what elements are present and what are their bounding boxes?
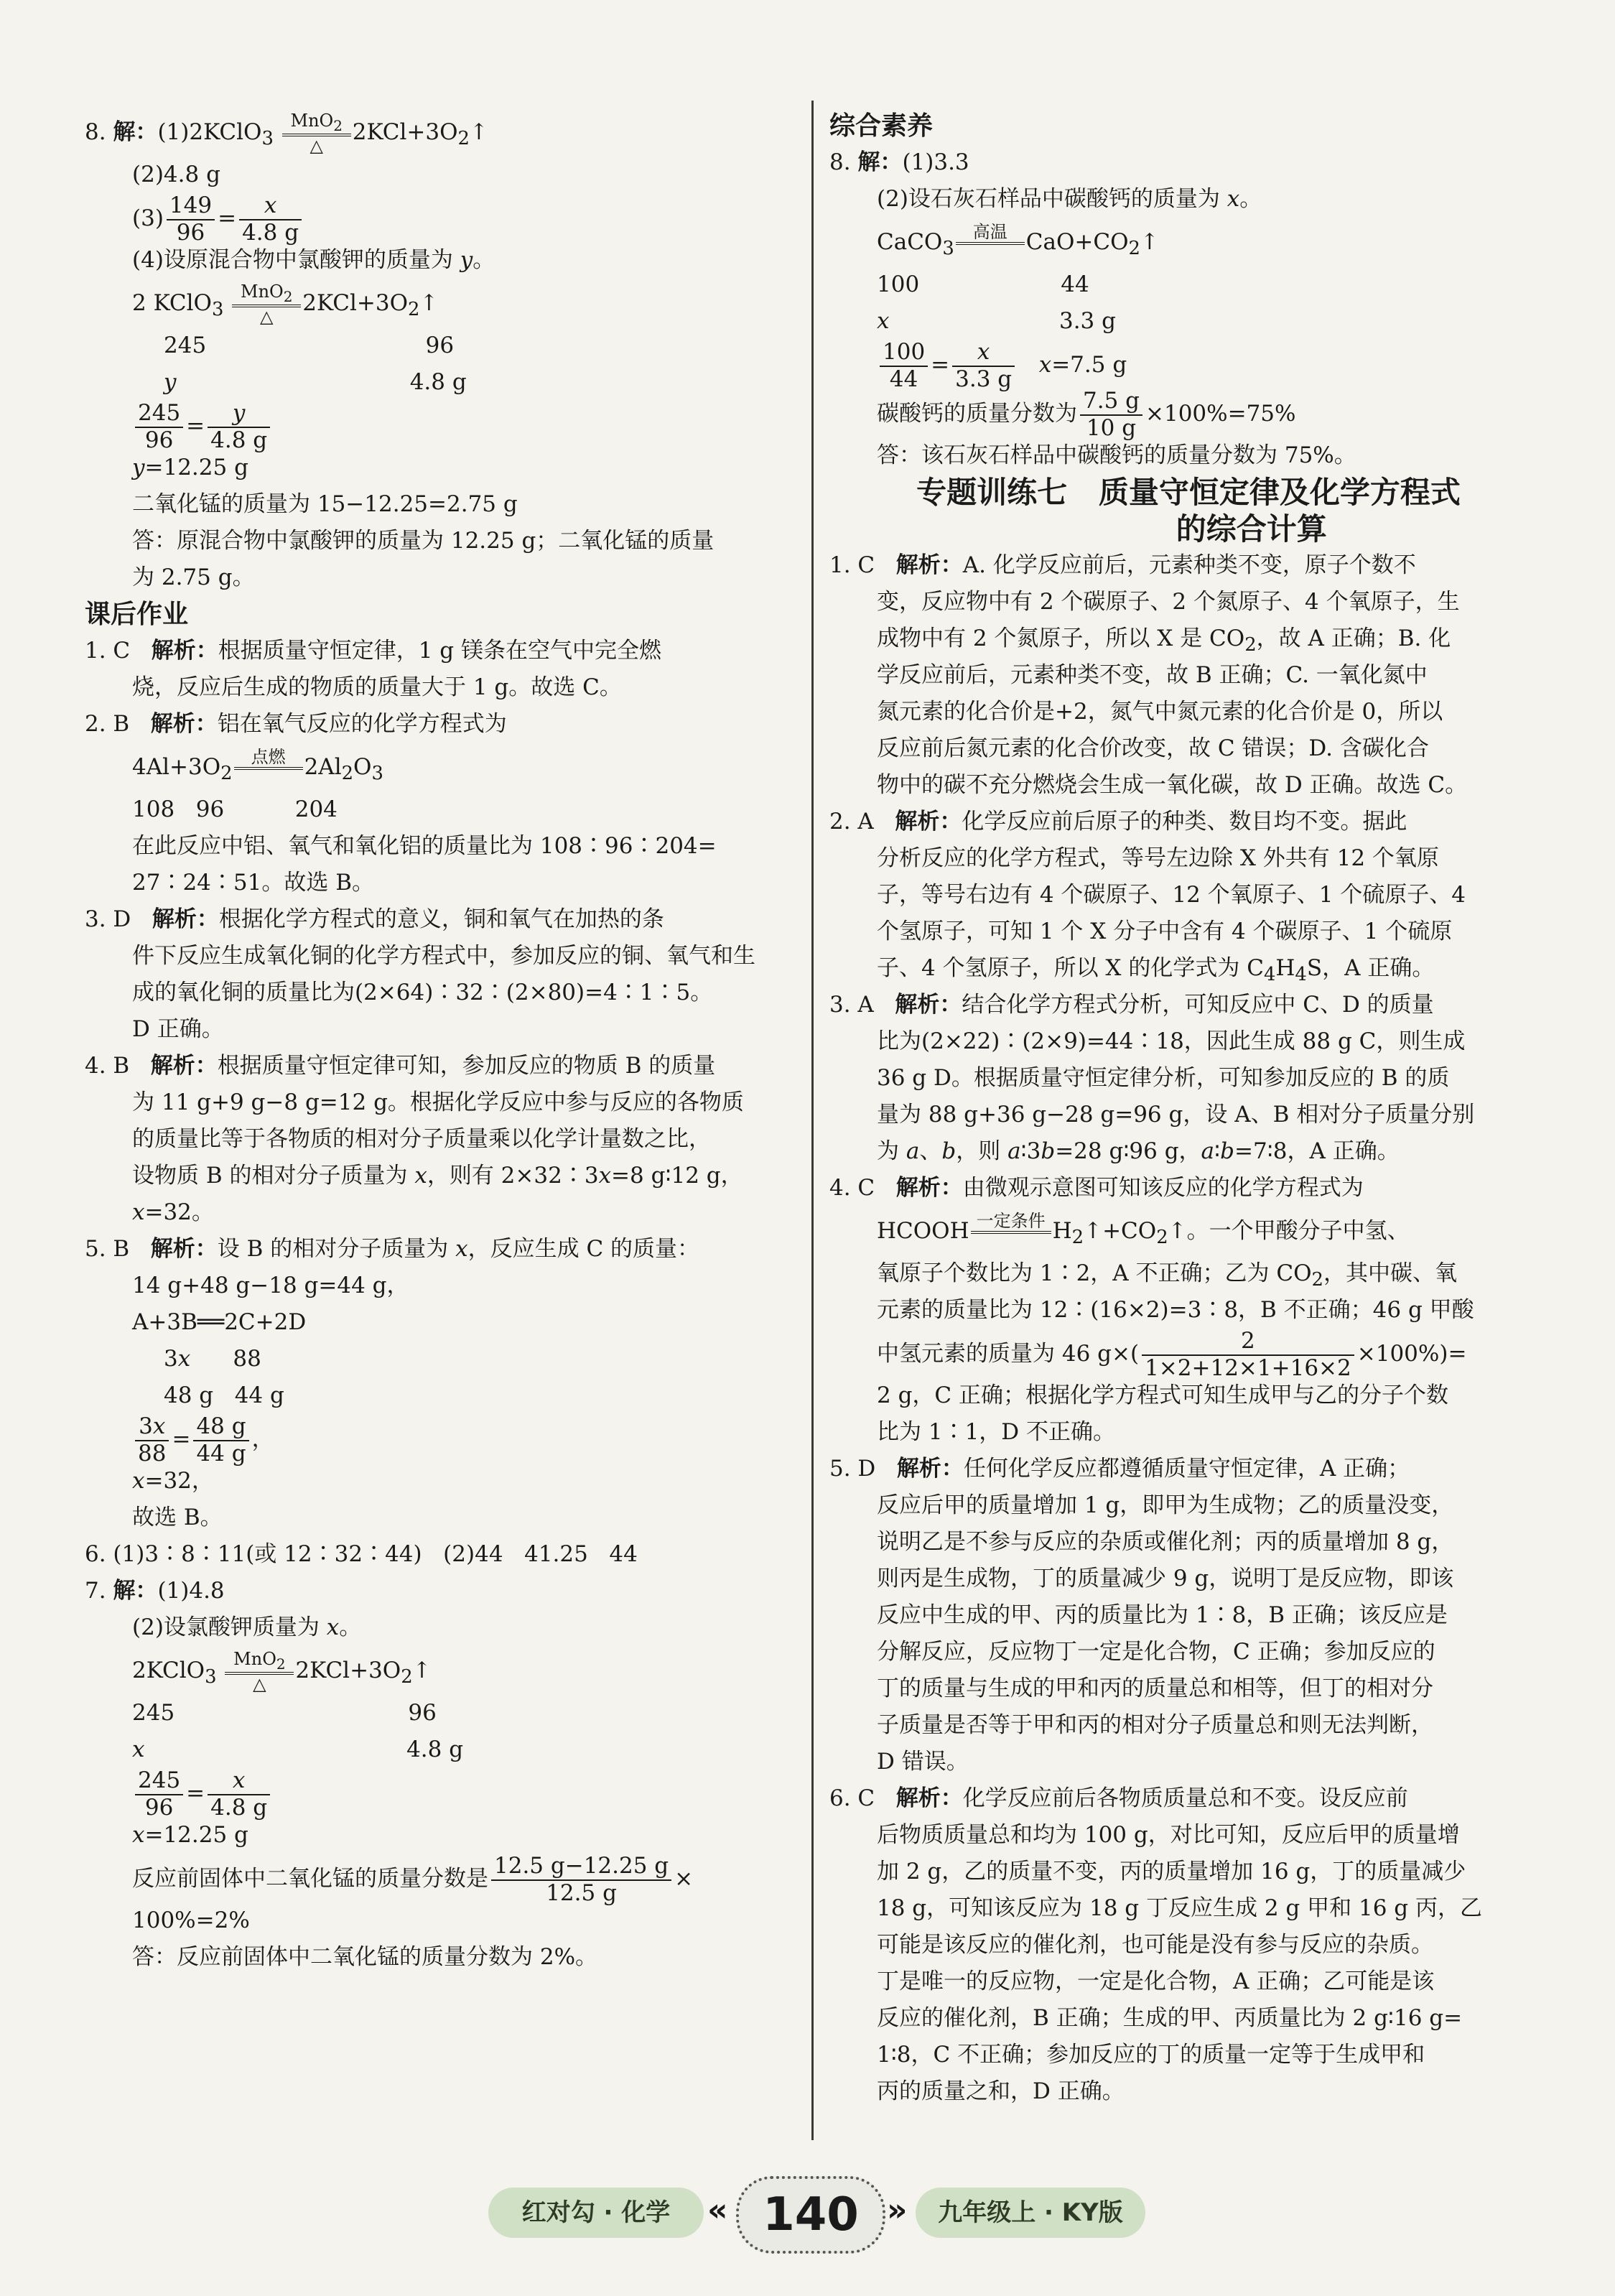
left-line: 反应前固体中二氧化锰的质量分数是 $\frac{12.5 g-12.25 g}{12.5 g}$ × [132,1853,694,1906]
right-line: 4. C 解析：由微观示意图可知该反应的化学方程式为 [829,1175,1364,1201]
left-line: 3x 88 [164,1346,261,1372]
left-line: 48 g 44 g [164,1382,284,1408]
right-line: 子质量是否等于甲和丙的相对分子质量总和则无法判断， [877,1712,1433,1738]
right-line: 物中的碳不充分燃烧会生成一氧化碳，故 D 正确。故选 C。 [877,772,1468,798]
right-line: 1. C 解析：A. 化学反应前后，元素种类不变，原子个数不 [829,552,1416,578]
right-line: 则丙是生成物，丁的质量减少 9 g，说明丁是反应物，即该 [877,1566,1454,1591]
right-line: $\frac{100}{44}$ = $\frac{x}{3.3 g}$ x=7.5 g [829,340,1547,389]
left-line: 2. B 解析：铝在氧气反应的化学方程式为 [85,711,507,737]
right-line: 100 44 [877,271,1089,297]
right-line: 量为 88 g+36 g−28 g=96 g，设 A、B 相对分子质量分别 [877,1102,1475,1128]
right-line: 2. A 解析：化学反应前后原子的种类、数目均不变。据此 [829,809,1407,835]
left-line: 故选 B。 [132,1505,223,1530]
right-line: 6. C 解析：化学反应前后各物质质量总和不变。设反应前 [829,1785,1408,1811]
right-line: 1∶8，C 不正确；参加反应的丁的质量一定等于生成甲和 [877,2042,1425,2068]
right-line: 子，等号右边有 4 个碳原子、12 个氧原子、1 个硫原子、4 [877,882,1466,908]
right-line: x 3.3 g [877,308,1116,334]
right-line: 中氢元素的质量为 46 g×( $\frac{2}{1\times 2+12\times 1+16\times 2}$ ×100%)= [877,1328,1467,1381]
left-line: 在此反应中铝、氧气和氧化铝的质量比为 108∶96∶204= [132,833,717,859]
left-line: 烧，反应后生成的物质的质量大于 1 g。故选 C。 [132,674,622,700]
left-line: 2KClO$_3$ MnO$_2$ △ $2KCl+3O_2↑$ [132,1648,432,1694]
left-line: 1. C 解析：根据质量守恒定律，1 g 镁条在空气中完全燃 [85,638,661,664]
right-line: 反应中生成的甲、丙的质量比为 1∶8，B 正确；该反应是 [877,1602,1448,1628]
right-line: 丙的质量之和，D 正确。 [877,2078,1125,2104]
right-line: 综合素养 [829,111,934,141]
left-line: $4Al+3O_2$ 点燃 $2Al_2O_3$ [132,747,383,785]
page-footer [0,2176,1615,2255]
left-line: (4)设原混合物中氯酸钾的质量为 y。 [132,247,495,273]
right-line: CaCO$_3$ 高温 $CaO+CO_2↑$ [877,222,1159,260]
right-line: 反应前后氮元素的化合价改变，故 C 错误；D. 含碳化合 [877,735,1429,761]
right-line: 氮元素的化合价是+2，氮气中氮元素的化合价是 0，所以 [877,699,1443,725]
right-line: 成物中有 2 个氮原子，所以 X 是 $CO_2$，故 A 正确；B. 化 [877,626,1451,656]
right-line: 说明乙是不参与反应的杂质或催化剂；丙的质量增加 8 g， [877,1529,1454,1555]
right-line: 18 g，可知该反应为 18 g 丁反应生成 2 g 甲和 16 g 丙，乙 [877,1895,1482,1921]
chevron-right-icon: » [887,2192,908,2228]
right-line: 后物质质量总和均为 100 g，对比可知，反应后甲的质量增 [877,1822,1460,1848]
left-line: 100%=2% [132,1907,250,1933]
left-line: 27∶24∶51。故选 B。 [132,870,374,896]
left-line: 8. 解：(1)2KClO$_3$ MnO$_2$ △ $2KCl+3O_2↑$ [85,110,488,156]
chevron-left-icon: « [707,2192,728,2228]
left-line: 为 11 g+9 g−8 g=12 g。根据化学反应中参与反应的各物质 [132,1089,744,1115]
right-line: 的综合计算 [1050,511,1327,547]
right-line: 8. 解：(1)3.3 [829,149,969,175]
left-line: (2)4.8 g [132,162,220,187]
right-line: 分析反应的化学方程式，等号左边除 X 外共有 12 个氧原 [877,845,1439,871]
left-line: (3) $\frac{149}{96}$ = $\frac{x}{4.8 g}$ [85,193,803,242]
right-line: 碳酸钙的质量分数为 $\frac{7.5 g}{10 g}$ ×100%=75% [877,388,1296,441]
left-line: x=32。 [132,1199,214,1225]
left-column [85,108,803,1976]
left-line: 答：反应前固体中二氧化锰的质量分数为 2%。 [132,1944,598,1970]
left-line: 2 KClO$_3$ MnO$_2$ △ $2KCl+3O_2↑$ [132,281,439,327]
right-line: 2 g，C 正确；根据化学方程式可知生成甲与乙的分子个数 [877,1382,1448,1408]
footer-grade-label: 九年级上 · KY版 [916,2188,1145,2238]
left-line: 设物质 B 的相对分子质量为 x，则有 2×32∶3x=8 g∶12 g， [132,1163,743,1189]
right-line: 反应的催化剂，B 正确；生成的甲、丙质量比为 2 g∶16 g= [877,2005,1463,2031]
left-line: 14 g+48 g−18 g=44 g， [132,1273,409,1298]
right-line: 3. A 解析：结合化学方程式分析，可知反应中 C、D 的质量 [829,992,1434,1018]
right-line: 元素的质量比为 12∶(16×2)=3∶8，B 不正确；46 g 甲酸 [877,1297,1474,1323]
right-line: 比为(2×22)∶(2×9)=44∶18，因此生成 88 g C，则生成 [877,1028,1466,1054]
left-line: 245 96 [164,333,455,358]
right-line: 为 a、b，则 a∶3b=28 g∶96 g，a∶b=7∶8，A 正确。 [877,1138,1400,1164]
left-line: 108 96 204 [132,796,338,822]
right-line: 专题训练七 质量守恒定律及化学方程式 [916,475,1461,510]
left-line: $\frac{245}{96}$ = $\frac{x}{4.8 g}$ [85,1768,803,1817]
right-line: 分解反应，反应物丁一定是化合物，C 正确；参加反应的 [877,1639,1435,1665]
left-line: x 4.8 g [132,1737,464,1762]
column-divider [811,101,814,2140]
right-line: 氧原子个数比为 1∶2，A 不正确；乙为 $CO_2$，其中碳、氧 [877,1260,1457,1291]
right-line: D 错误。 [877,1749,969,1775]
right-line: 可能是该反应的催化剂，也可能是没有参与反应的杂质。 [877,1932,1433,1958]
left-line: 的质量比等于各物质的相对分子质量乘以化学计量数之比， [132,1126,711,1152]
footer-book-label: 红对勾 · 化学 [488,2188,704,2238]
left-line: 件下反应生成氧化铜的化学方程式中，参加反应的铜、氧气和生 [132,943,755,969]
right-line: HCOOH 一定条件 $H_2↑+CO_2↑$。一个甲酸分子中氢、 [877,1211,1410,1249]
left-line: 6. (1)3∶8∶11(或 12∶32∶44) (2)44 41.25 44 [85,1541,638,1567]
left-line: x=12.25 g [132,1822,248,1848]
left-line: 成的氧化铜的质量比为(2×64)∶32∶(2×80)=4∶1∶5。 [132,980,713,1005]
left-line: 答：原混合物中氯酸钾的质量为 12.25 g；二氧化锰的质量 [132,528,715,554]
left-line: $\frac{245}{96}$ = $\frac{y}{4.8 g}$ [85,401,803,450]
left-line: $\frac{3x}{88}$ = $\frac{48 g}{44 g}$ ， [85,1414,803,1463]
left-line: 245 96 [132,1700,437,1726]
left-line: x=32， [132,1468,214,1494]
left-line: 7. 解：(1)4.8 [85,1578,225,1604]
left-line: 课后作业 [85,600,189,629]
left-line: y=12.25 g [132,455,248,480]
right-line: 比为 1∶1，D 不正确。 [877,1419,1116,1445]
left-line: 3. D 解析：根据化学方程式的意义，铜和氧气在加热的条 [85,906,664,932]
right-line: 5. D 解析：任何化学反应都遵循质量守恒定律，A 正确； [829,1456,1410,1482]
left-line: y 4.8 g [164,369,467,395]
right-line: 子、4 个氢原子，所以 X 的化学式为 $C_4H_4S$，A 正确。 [877,955,1435,986]
right-line: 加 2 g，乙的质量不变，丙的质量增加 16 g，丁的质量减少 [877,1859,1466,1884]
left-line: A+3B══2C+2D [132,1309,307,1335]
right-column [829,108,1547,2110]
right-line: 36 g D。根据质量守恒定律分析，可知参加反应的 B 的质 [877,1065,1450,1091]
right-line: 学反应前后，元素种类不变，故 B 正确；C. 一氧化氮中 [877,662,1428,688]
left-line: 5. B 解析：设 B 的相对分子质量为 x，反应生成 C 的质量： [85,1236,700,1262]
right-line: 个氢原子，可知 1 个 X 分子中含有 4 个碳原子、1 个硫原 [877,919,1453,944]
right-line: 丁的质量与生成的甲和丙的质量总和相等，但丁的相对分 [877,1675,1433,1701]
right-line: 变，反应物中有 2 个碳原子、2 个氮原子、4 个氧原子，生 [877,589,1460,615]
right-line: 反应后甲的质量增加 1 g，即甲为生成物；乙的质量没变， [877,1492,1454,1518]
right-line: 答：该石灰石样品中碳酸钙的质量分数为 75%。 [877,442,1356,468]
left-line: 二氧化锰的质量为 15−12.25=2.75 g [132,491,518,517]
left-line: 为 2.75 g。 [132,564,255,590]
left-line: 4. B 解析：根据质量守恒定律可知，参加反应的物质 B 的质量 [85,1053,716,1079]
right-line: 丁是唯一的反应物，一定是化合物，A 正确；乙可能是该 [877,1969,1435,1994]
page-number: 140 [736,2176,885,2254]
left-line: D 正确。 [132,1016,224,1042]
right-line: (2)设石灰石样品中碳酸钙的质量为 x。 [877,186,1262,212]
left-line: (2)设氯酸钾质量为 x。 [132,1614,362,1640]
